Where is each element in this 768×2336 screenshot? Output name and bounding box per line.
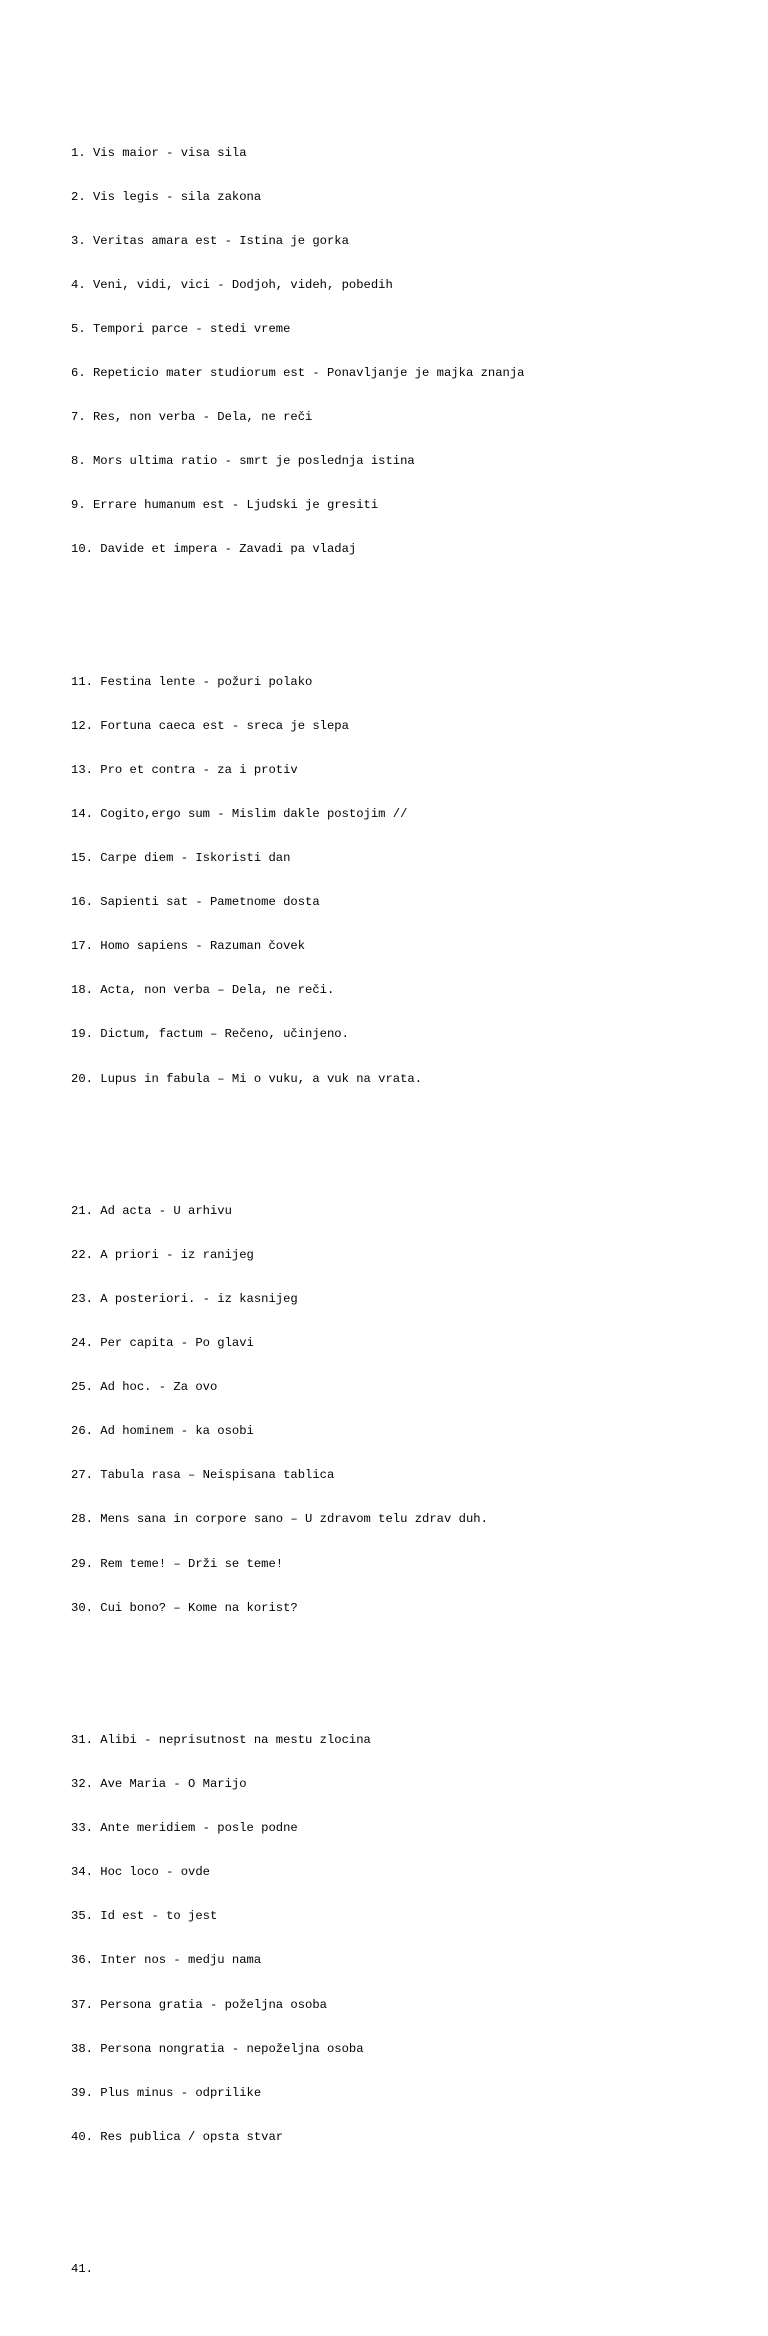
list-item: 2. Vis legis - sila zakona <box>71 189 262 204</box>
list-item: 31. Alibi - neprisutnost na mestu zlocina <box>71 1732 371 1747</box>
list-item: 27. Tabula rasa – Neispisana tablica <box>71 1468 335 1483</box>
list-item: 26. Ad hominem - ka osobi <box>71 1424 254 1439</box>
list-item: 33. Ante meridiem - posle podne <box>71 1821 298 1836</box>
list-item: 11. Festina lente - požuri polako <box>71 674 313 689</box>
list-item: 39. Plus minus - odprilike <box>71 2085 262 2100</box>
list-item: 10. Davide et impera - Zavadi pa vladaj <box>71 542 357 557</box>
list-item: 5. Tempori parce - stedi vreme <box>71 321 291 336</box>
list-item: 9. Errare humanum est - Ljudski je gresiti <box>71 498 379 513</box>
list-item: 8. Mors ultima ratio - smrt je poslednja istina <box>71 454 415 469</box>
phrase-group-1 <box>71 116 751 586</box>
list-item: 14. Cogito,ergo sum - Mislim dakle postojim // <box>71 806 408 821</box>
list-item: 34. Hoc loco - ovde <box>71 1865 210 1880</box>
list-item: 13. Pro et contra - za i protiv <box>71 762 298 777</box>
list-item: 28. Mens sana in corpore sano – U zdravom telu zdrav duh. <box>71 1512 488 1527</box>
phrase-group-5 <box>71 2233 751 2307</box>
list-item: 22. A priori - iz ranijeg <box>71 1247 254 1262</box>
list-item: 36. Inter nos - medju nama <box>71 1953 262 1968</box>
list-item: 38. Persona nongratia - nepoželjna osoba <box>71 2041 364 2056</box>
list-item: 19. Dictum, factum – Rečeno, učinjeno. <box>71 1027 349 1042</box>
phrase-group-2 <box>71 645 751 1115</box>
list-item: 41. <box>71 2262 93 2277</box>
list-item: 21. Ad acta - U arhivu <box>71 1203 232 1218</box>
phrase-group-3 <box>71 1174 751 1644</box>
list-item: 35. Id est - to jest <box>71 1909 218 1924</box>
list-item: 7. Res, non verba - Dela, ne reči <box>71 410 313 425</box>
document-page <box>71 72 751 2336</box>
list-item: 6. Repeticio mater studiorum est - Ponavljanje je majka znanja <box>71 365 525 380</box>
list-item: 24. Per capita - Po glavi <box>71 1336 254 1351</box>
list-item: 16. Sapienti sat - Pametnome dosta <box>71 895 320 910</box>
list-item: 37. Persona gratia - poželjna osoba <box>71 1997 327 2012</box>
list-item: 30. Cui bono? – Kome na korist? <box>71 1600 298 1615</box>
list-item: 1. Vis maior - visa sila <box>71 145 247 160</box>
list-item: 4. Veni, vidi, vici - Dodjoh, videh, pobedih <box>71 277 393 292</box>
list-item: 32. Ave Maria - O Marijo <box>71 1777 247 1792</box>
list-item: 17. Homo sapiens - Razuman čovek <box>71 939 306 954</box>
list-item: 18. Acta, non verba – Dela, ne reči. <box>71 983 335 998</box>
list-item: 25. Ad hoc. - Za ovo <box>71 1380 218 1395</box>
list-item: 15. Carpe diem - Iskoristi dan <box>71 851 291 866</box>
list-item: 40. Res publica / opsta stvar <box>71 2129 284 2144</box>
list-item: 3. Veritas amara est - Istina je gorka <box>71 233 349 248</box>
list-item: 23. A posteriori. - iz kasnijeg <box>71 1291 298 1306</box>
list-item: 12. Fortuna caeca est - sreca je slepa <box>71 718 349 733</box>
list-item: 29. Rem teme! – Drži se teme! <box>71 1556 284 1571</box>
list-item: 20. Lupus in fabula – Mi o vuku, a vuk na vrata. <box>71 1071 423 1086</box>
phrase-group-4 <box>71 1704 751 2174</box>
